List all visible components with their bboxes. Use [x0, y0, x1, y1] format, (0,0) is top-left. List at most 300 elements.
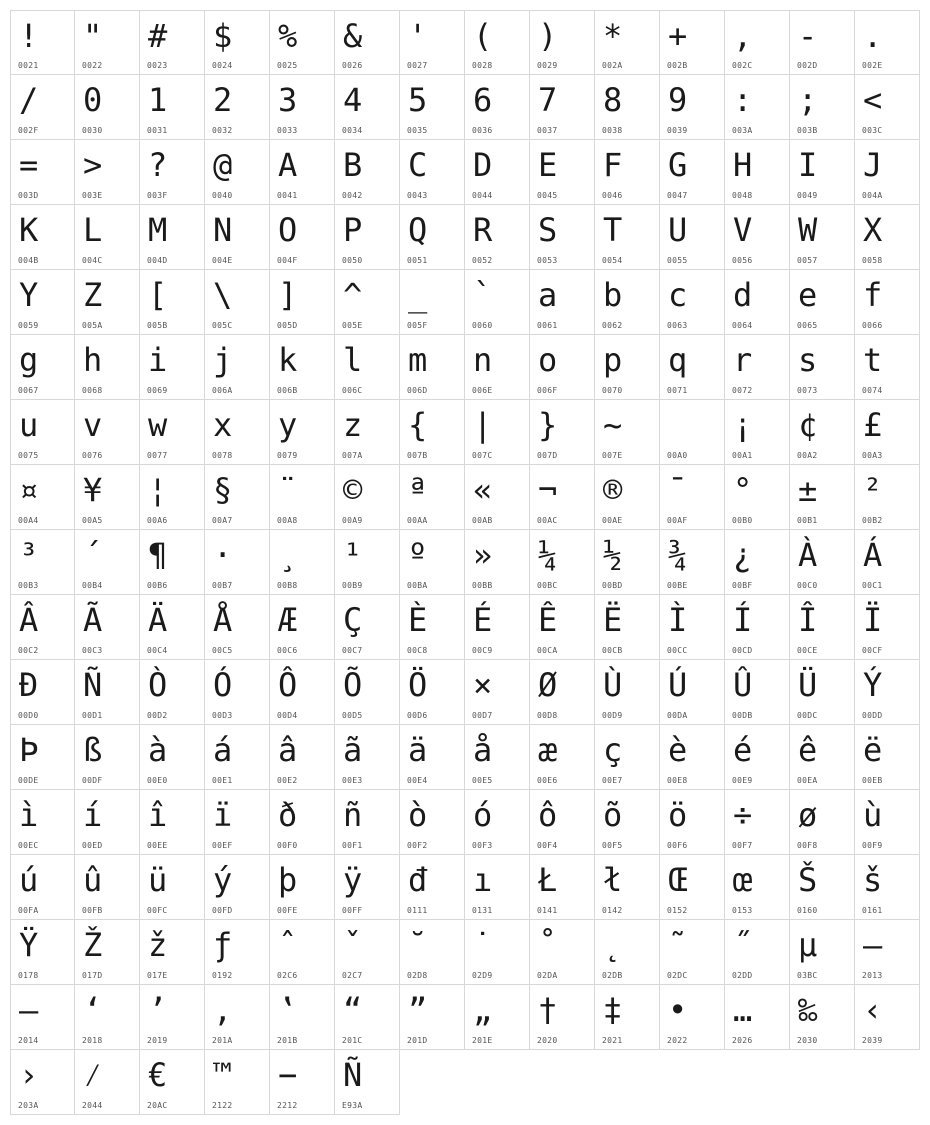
glyph-char: Î — [798, 601, 818, 639]
glyph-char: v — [83, 406, 103, 444]
glyph-cell — [855, 335, 920, 400]
glyph-cell — [855, 660, 920, 725]
glyph-cell — [725, 270, 790, 335]
glyph-code: 003C — [862, 126, 883, 135]
glyph-cell — [400, 140, 465, 205]
glyph-code: 0048 — [732, 191, 753, 200]
glyph-char: ' — [408, 17, 428, 55]
glyph-char: P — [343, 211, 363, 249]
glyph-char: » — [473, 536, 493, 574]
glyph-code: 00C9 — [472, 646, 493, 655]
glyph-cell — [205, 400, 270, 465]
glyph-char: ¤ — [19, 471, 39, 509]
glyph-code: 02D8 — [407, 971, 428, 980]
glyph-cell — [10, 595, 75, 660]
glyph-cell — [725, 790, 790, 855]
glyph-cell — [725, 400, 790, 465]
glyph-char: · — [213, 536, 233, 574]
glyph-char: ‚ — [213, 991, 233, 1029]
glyph-cell — [855, 985, 920, 1050]
glyph-code: 0078 — [212, 451, 233, 460]
glyph-code: 0041 — [277, 191, 298, 200]
glyph-cell — [595, 75, 660, 140]
glyph-cell — [205, 335, 270, 400]
glyph-char: b — [603, 276, 623, 314]
glyph-char: " — [83, 17, 103, 55]
glyph-char: ⁄ — [83, 1056, 103, 1094]
glyph-char: i — [148, 341, 168, 379]
glyph-char: Õ — [343, 666, 363, 704]
glyph-cell — [335, 335, 400, 400]
glyph-cell — [855, 270, 920, 335]
glyph-char: Ç — [343, 601, 363, 639]
glyph-char: O — [278, 211, 298, 249]
glyph-code: 0069 — [147, 386, 168, 395]
glyph-cell — [400, 790, 465, 855]
glyph-grid — [10, 10, 920, 1115]
glyph-code: 00AF — [667, 516, 688, 525]
glyph-cell — [725, 855, 790, 920]
glyph-char: r — [733, 341, 753, 379]
glyph-code: 004E — [212, 256, 233, 265]
glyph-cell — [75, 595, 140, 660]
glyph-char: æ — [538, 731, 558, 769]
glyph-char: n — [473, 341, 493, 379]
glyph-code: 00C0 — [797, 581, 818, 590]
glyph-cell — [855, 790, 920, 855]
glyph-code: 0047 — [667, 191, 688, 200]
glyph-cell — [140, 335, 205, 400]
glyph-cell — [400, 205, 465, 270]
glyph-code: 0038 — [602, 126, 623, 135]
glyph-char: ˘ — [408, 926, 428, 964]
glyph-code: 03BC — [797, 971, 818, 980]
glyph-char: L — [83, 211, 103, 249]
glyph-char: Ø — [538, 666, 558, 704]
glyph-cell — [725, 205, 790, 270]
glyph-code: 0178 — [18, 971, 39, 980]
glyph-cell — [205, 595, 270, 660]
glyph-cell — [790, 335, 855, 400]
glyph-code: 201D — [407, 1036, 428, 1045]
glyph-char: q — [668, 341, 688, 379]
glyph-char: ¬ — [538, 471, 558, 509]
glyph-cell — [790, 790, 855, 855]
glyph-char: ´ — [83, 536, 103, 574]
glyph-char: Z — [83, 276, 103, 314]
glyph-cell — [530, 595, 595, 660]
glyph-code: 0036 — [472, 126, 493, 135]
glyph-cell — [10, 205, 75, 270]
glyph-char: ˛ — [603, 926, 623, 964]
glyph-code: 005B — [147, 321, 168, 330]
glyph-code: 0053 — [537, 256, 558, 265]
glyph-code: 0044 — [472, 191, 493, 200]
glyph-code: 2021 — [602, 1036, 623, 1045]
glyph-cell — [790, 920, 855, 985]
glyph-char: u — [19, 406, 39, 444]
glyph-char: Ð — [19, 666, 39, 704]
glyph-char: û — [83, 861, 103, 899]
glyph-cell — [140, 985, 205, 1050]
glyph-code: 00B0 — [732, 516, 753, 525]
glyph-cell — [660, 270, 725, 335]
glyph-cell — [75, 530, 140, 595]
glyph-cell — [530, 920, 595, 985]
glyph-cell — [75, 465, 140, 530]
glyph-code: 0024 — [212, 61, 233, 70]
glyph-code: 0043 — [407, 191, 428, 200]
glyph-char: ¿ — [733, 536, 753, 574]
glyph-code: 00AC — [537, 516, 558, 525]
glyph-cell — [660, 205, 725, 270]
glyph-cell — [335, 595, 400, 660]
glyph-cell — [335, 205, 400, 270]
glyph-cell — [400, 660, 465, 725]
glyph-cell — [530, 790, 595, 855]
glyph-code: 0066 — [862, 321, 883, 330]
glyph-code: 0055 — [667, 256, 688, 265]
glyph-code: 0045 — [537, 191, 558, 200]
glyph-cell — [75, 1050, 140, 1115]
glyph-cell — [270, 725, 335, 790]
glyph-code: 005E — [342, 321, 363, 330]
glyph-char: w — [148, 406, 168, 444]
glyph-char: T — [603, 211, 623, 249]
glyph-code: 0065 — [797, 321, 818, 330]
glyph-code: 201B — [277, 1036, 298, 1045]
glyph-char: ê — [798, 731, 818, 769]
glyph-cell — [270, 1050, 335, 1115]
glyph-code: 02D9 — [472, 971, 493, 980]
glyph-code: 0037 — [537, 126, 558, 135]
glyph-char: S — [538, 211, 558, 249]
glyph-char: ; — [798, 81, 818, 119]
glyph-cell — [660, 465, 725, 530]
glyph-char: Ö — [408, 666, 428, 704]
glyph-cell — [530, 985, 595, 1050]
glyph-char: V — [733, 211, 753, 249]
glyph-code: 0033 — [277, 126, 298, 135]
glyph-cell — [465, 920, 530, 985]
glyph-char: A — [278, 146, 298, 184]
glyph-code: 00B7 — [212, 581, 233, 590]
glyph-code: 00B1 — [797, 516, 818, 525]
glyph-cell — [205, 530, 270, 595]
glyph-cell — [400, 335, 465, 400]
glyph-code: 02DA — [537, 971, 558, 980]
glyph-cell — [790, 855, 855, 920]
glyph-char: ) — [538, 17, 558, 55]
glyph-cell — [530, 465, 595, 530]
glyph-code: 00F8 — [797, 841, 818, 850]
glyph-code: 00BA — [407, 581, 428, 590]
glyph-cell — [205, 855, 270, 920]
glyph-code: 0042 — [342, 191, 363, 200]
glyph-char: z — [343, 406, 363, 444]
glyph-cell — [335, 10, 400, 75]
glyph-cell — [725, 985, 790, 1050]
glyph-code: 00EA — [797, 776, 818, 785]
glyph-char: å — [473, 731, 493, 769]
glyph-cell — [530, 530, 595, 595]
glyph-char: I — [798, 146, 818, 184]
glyph-code: 0030 — [82, 126, 103, 135]
glyph-code: 00F1 — [342, 841, 363, 850]
glyph-code: 0071 — [667, 386, 688, 395]
glyph-char: ] — [278, 276, 298, 314]
glyph-cell — [790, 205, 855, 270]
glyph-code: 00D0 — [18, 711, 39, 720]
glyph-cell — [595, 10, 660, 75]
glyph-code: 0058 — [862, 256, 883, 265]
glyph-char: ` — [473, 276, 493, 314]
glyph-cell — [205, 985, 270, 1050]
glyph-code: 2020 — [537, 1036, 558, 1045]
glyph-cell — [790, 270, 855, 335]
glyph-cell — [660, 335, 725, 400]
glyph-cell — [75, 725, 140, 790]
glyph-code: 0040 — [212, 191, 233, 200]
glyph-char: ¡ — [733, 406, 753, 444]
glyph-char: ñ — [343, 796, 363, 834]
glyph-cell — [205, 465, 270, 530]
glyph-cell — [75, 205, 140, 270]
glyph-cell — [530, 335, 595, 400]
glyph-char: † — [538, 991, 558, 1029]
glyph-cell — [400, 465, 465, 530]
glyph-code: 00C8 — [407, 646, 428, 655]
glyph-code: 007E — [602, 451, 623, 460]
glyph-cell — [400, 10, 465, 75]
glyph-code: 002D — [797, 61, 818, 70]
glyph-cell — [595, 725, 660, 790]
glyph-char: ð — [278, 796, 298, 834]
glyph-cell — [725, 75, 790, 140]
glyph-char: ô — [538, 796, 558, 834]
glyph-code: 00C1 — [862, 581, 883, 590]
glyph-code: 002B — [667, 61, 688, 70]
glyph-cell — [725, 465, 790, 530]
glyph-char: í — [83, 796, 103, 834]
glyph-char: þ — [278, 861, 298, 899]
glyph-code: 00AB — [472, 516, 493, 525]
glyph-cell — [465, 595, 530, 660]
glyph-char: ø — [798, 796, 818, 834]
glyph-cell — [400, 530, 465, 595]
glyph-cell — [595, 335, 660, 400]
glyph-cell — [530, 660, 595, 725]
glyph-code: 004F — [277, 256, 298, 265]
glyph-char: ã — [343, 731, 363, 769]
glyph-cell — [530, 140, 595, 205]
glyph-cell — [140, 790, 205, 855]
glyph-cell — [465, 855, 530, 920]
glyph-char: – — [863, 926, 883, 964]
glyph-char: j — [213, 341, 233, 379]
glyph-cell — [205, 10, 270, 75]
glyph-char: ‘ — [83, 991, 103, 1029]
glyph-cell — [10, 465, 75, 530]
glyph-cell — [335, 855, 400, 920]
glyph-char: ù — [863, 796, 883, 834]
glyph-code: 00CC — [667, 646, 688, 655]
glyph-char: o — [538, 341, 558, 379]
glyph-cell — [790, 595, 855, 660]
glyph-char: = — [19, 146, 39, 184]
glyph-code: 0034 — [342, 126, 363, 135]
glyph-char: £ — [863, 406, 883, 444]
glyph-cell — [335, 140, 400, 205]
glyph-cell — [725, 335, 790, 400]
glyph-code: 006E — [472, 386, 493, 395]
glyph-char: ò — [408, 796, 428, 834]
glyph-code: 201C — [342, 1036, 363, 1045]
glyph-code: 00FF — [342, 906, 363, 915]
glyph-code: 005F — [407, 321, 428, 330]
glyph-cell — [205, 75, 270, 140]
glyph-char: ï — [213, 796, 233, 834]
glyph-cell — [660, 530, 725, 595]
glyph-code: 0054 — [602, 256, 623, 265]
glyph-char: h — [83, 341, 103, 379]
glyph-cell — [465, 140, 530, 205]
glyph-code: 00BE — [667, 581, 688, 590]
glyph-cell — [140, 920, 205, 985]
glyph-code: 00B3 — [18, 581, 39, 590]
glyph-cell — [400, 595, 465, 660]
glyph-char: ¾ — [668, 536, 688, 574]
glyph-code: 0131 — [472, 906, 493, 915]
glyph-char: m — [408, 341, 428, 379]
glyph-char: & — [343, 17, 363, 55]
glyph-code: 00F2 — [407, 841, 428, 850]
glyph-cell — [465, 75, 530, 140]
glyph-cell — [10, 855, 75, 920]
glyph-cell — [140, 660, 205, 725]
glyph-code: 0072 — [732, 386, 753, 395]
glyph-cell — [595, 985, 660, 1050]
glyph-char: * — [603, 17, 623, 55]
glyph-code: 002E — [862, 61, 883, 70]
glyph-cell — [725, 920, 790, 985]
glyph-code: 00ED — [82, 841, 103, 850]
glyph-code: 00BB — [472, 581, 493, 590]
glyph-code: 006C — [342, 386, 363, 395]
glyph-cell — [660, 985, 725, 1050]
glyph-char: l — [343, 341, 363, 379]
glyph-code: 00F0 — [277, 841, 298, 850]
glyph-char: ƒ — [213, 926, 233, 964]
glyph-cell — [660, 920, 725, 985]
glyph-char: ł — [603, 861, 623, 899]
glyph-char: ˇ — [343, 926, 363, 964]
glyph-char: ± — [798, 471, 818, 509]
glyph-cell — [595, 465, 660, 530]
glyph-char: F — [603, 146, 623, 184]
glyph-cell — [205, 270, 270, 335]
glyph-code: 00E8 — [667, 776, 688, 785]
glyph-code: 00E6 — [537, 776, 558, 785]
glyph-code: 006F — [537, 386, 558, 395]
glyph-char: © — [343, 471, 363, 509]
glyph-char: ö — [668, 796, 688, 834]
glyph-code: 00F7 — [732, 841, 753, 850]
glyph-code: 00F5 — [602, 841, 623, 850]
glyph-char: | — [473, 406, 493, 444]
glyph-code: 00FD — [212, 906, 233, 915]
glyph-cell — [140, 75, 205, 140]
glyph-code: 017D — [82, 971, 103, 980]
glyph-char: ˝ — [733, 926, 753, 964]
glyph-char: Ã — [83, 601, 103, 639]
glyph-code: 00D3 — [212, 711, 233, 720]
glyph-cell — [205, 205, 270, 270]
glyph-char: 4 — [343, 81, 363, 119]
glyph-char: • — [668, 991, 688, 1029]
glyph-cell — [595, 855, 660, 920]
glyph-code: 0152 — [667, 906, 688, 915]
glyph-char: K — [19, 211, 39, 249]
glyph-char: 1 — [148, 81, 168, 119]
glyph-char: ı — [473, 861, 493, 899]
glyph-char: , — [733, 17, 753, 55]
glyph-code: 0029 — [537, 61, 558, 70]
glyph-cell — [465, 10, 530, 75]
glyph-cell — [855, 400, 920, 465]
glyph-cell — [595, 920, 660, 985]
glyph-cell — [530, 400, 595, 465]
glyph-char: ½ — [603, 536, 623, 574]
glyph-cell — [660, 660, 725, 725]
glyph-cell — [595, 205, 660, 270]
glyph-cell — [335, 920, 400, 985]
glyph-code: 00EC — [18, 841, 39, 850]
glyph-char: “ — [343, 991, 363, 1029]
glyph-char: $ — [213, 17, 233, 55]
glyph-code: 00EF — [212, 841, 233, 850]
glyph-cell — [465, 465, 530, 530]
glyph-char: ‡ — [603, 991, 623, 1029]
glyph-code: 0160 — [797, 906, 818, 915]
glyph-cell — [400, 725, 465, 790]
glyph-char: > — [83, 146, 103, 184]
glyph-code: 2039 — [862, 1036, 883, 1045]
glyph-code: 0074 — [862, 386, 883, 395]
glyph-code: E93A — [342, 1101, 363, 1110]
glyph-char: t — [863, 341, 883, 379]
glyph-char: p — [603, 341, 623, 379]
glyph-cell — [530, 725, 595, 790]
glyph-char: ¢ — [798, 406, 818, 444]
glyph-char: s — [798, 341, 818, 379]
glyph-cell — [855, 465, 920, 530]
glyph-code: 0022 — [82, 61, 103, 70]
glyph-char: Œ — [668, 861, 688, 899]
glyph-char: y — [278, 406, 298, 444]
glyph-cell — [10, 75, 75, 140]
glyph-code: 00B6 — [147, 581, 168, 590]
glyph-code: 003D — [18, 191, 39, 200]
glyph-cell — [270, 335, 335, 400]
glyph-code: 00E4 — [407, 776, 428, 785]
glyph-char: Ñ — [343, 1056, 363, 1094]
glyph-code: 0079 — [277, 451, 298, 460]
glyph-cell — [855, 920, 920, 985]
glyph-cell — [400, 400, 465, 465]
glyph-char: ² — [863, 471, 883, 509]
glyph-code: 00A5 — [82, 516, 103, 525]
